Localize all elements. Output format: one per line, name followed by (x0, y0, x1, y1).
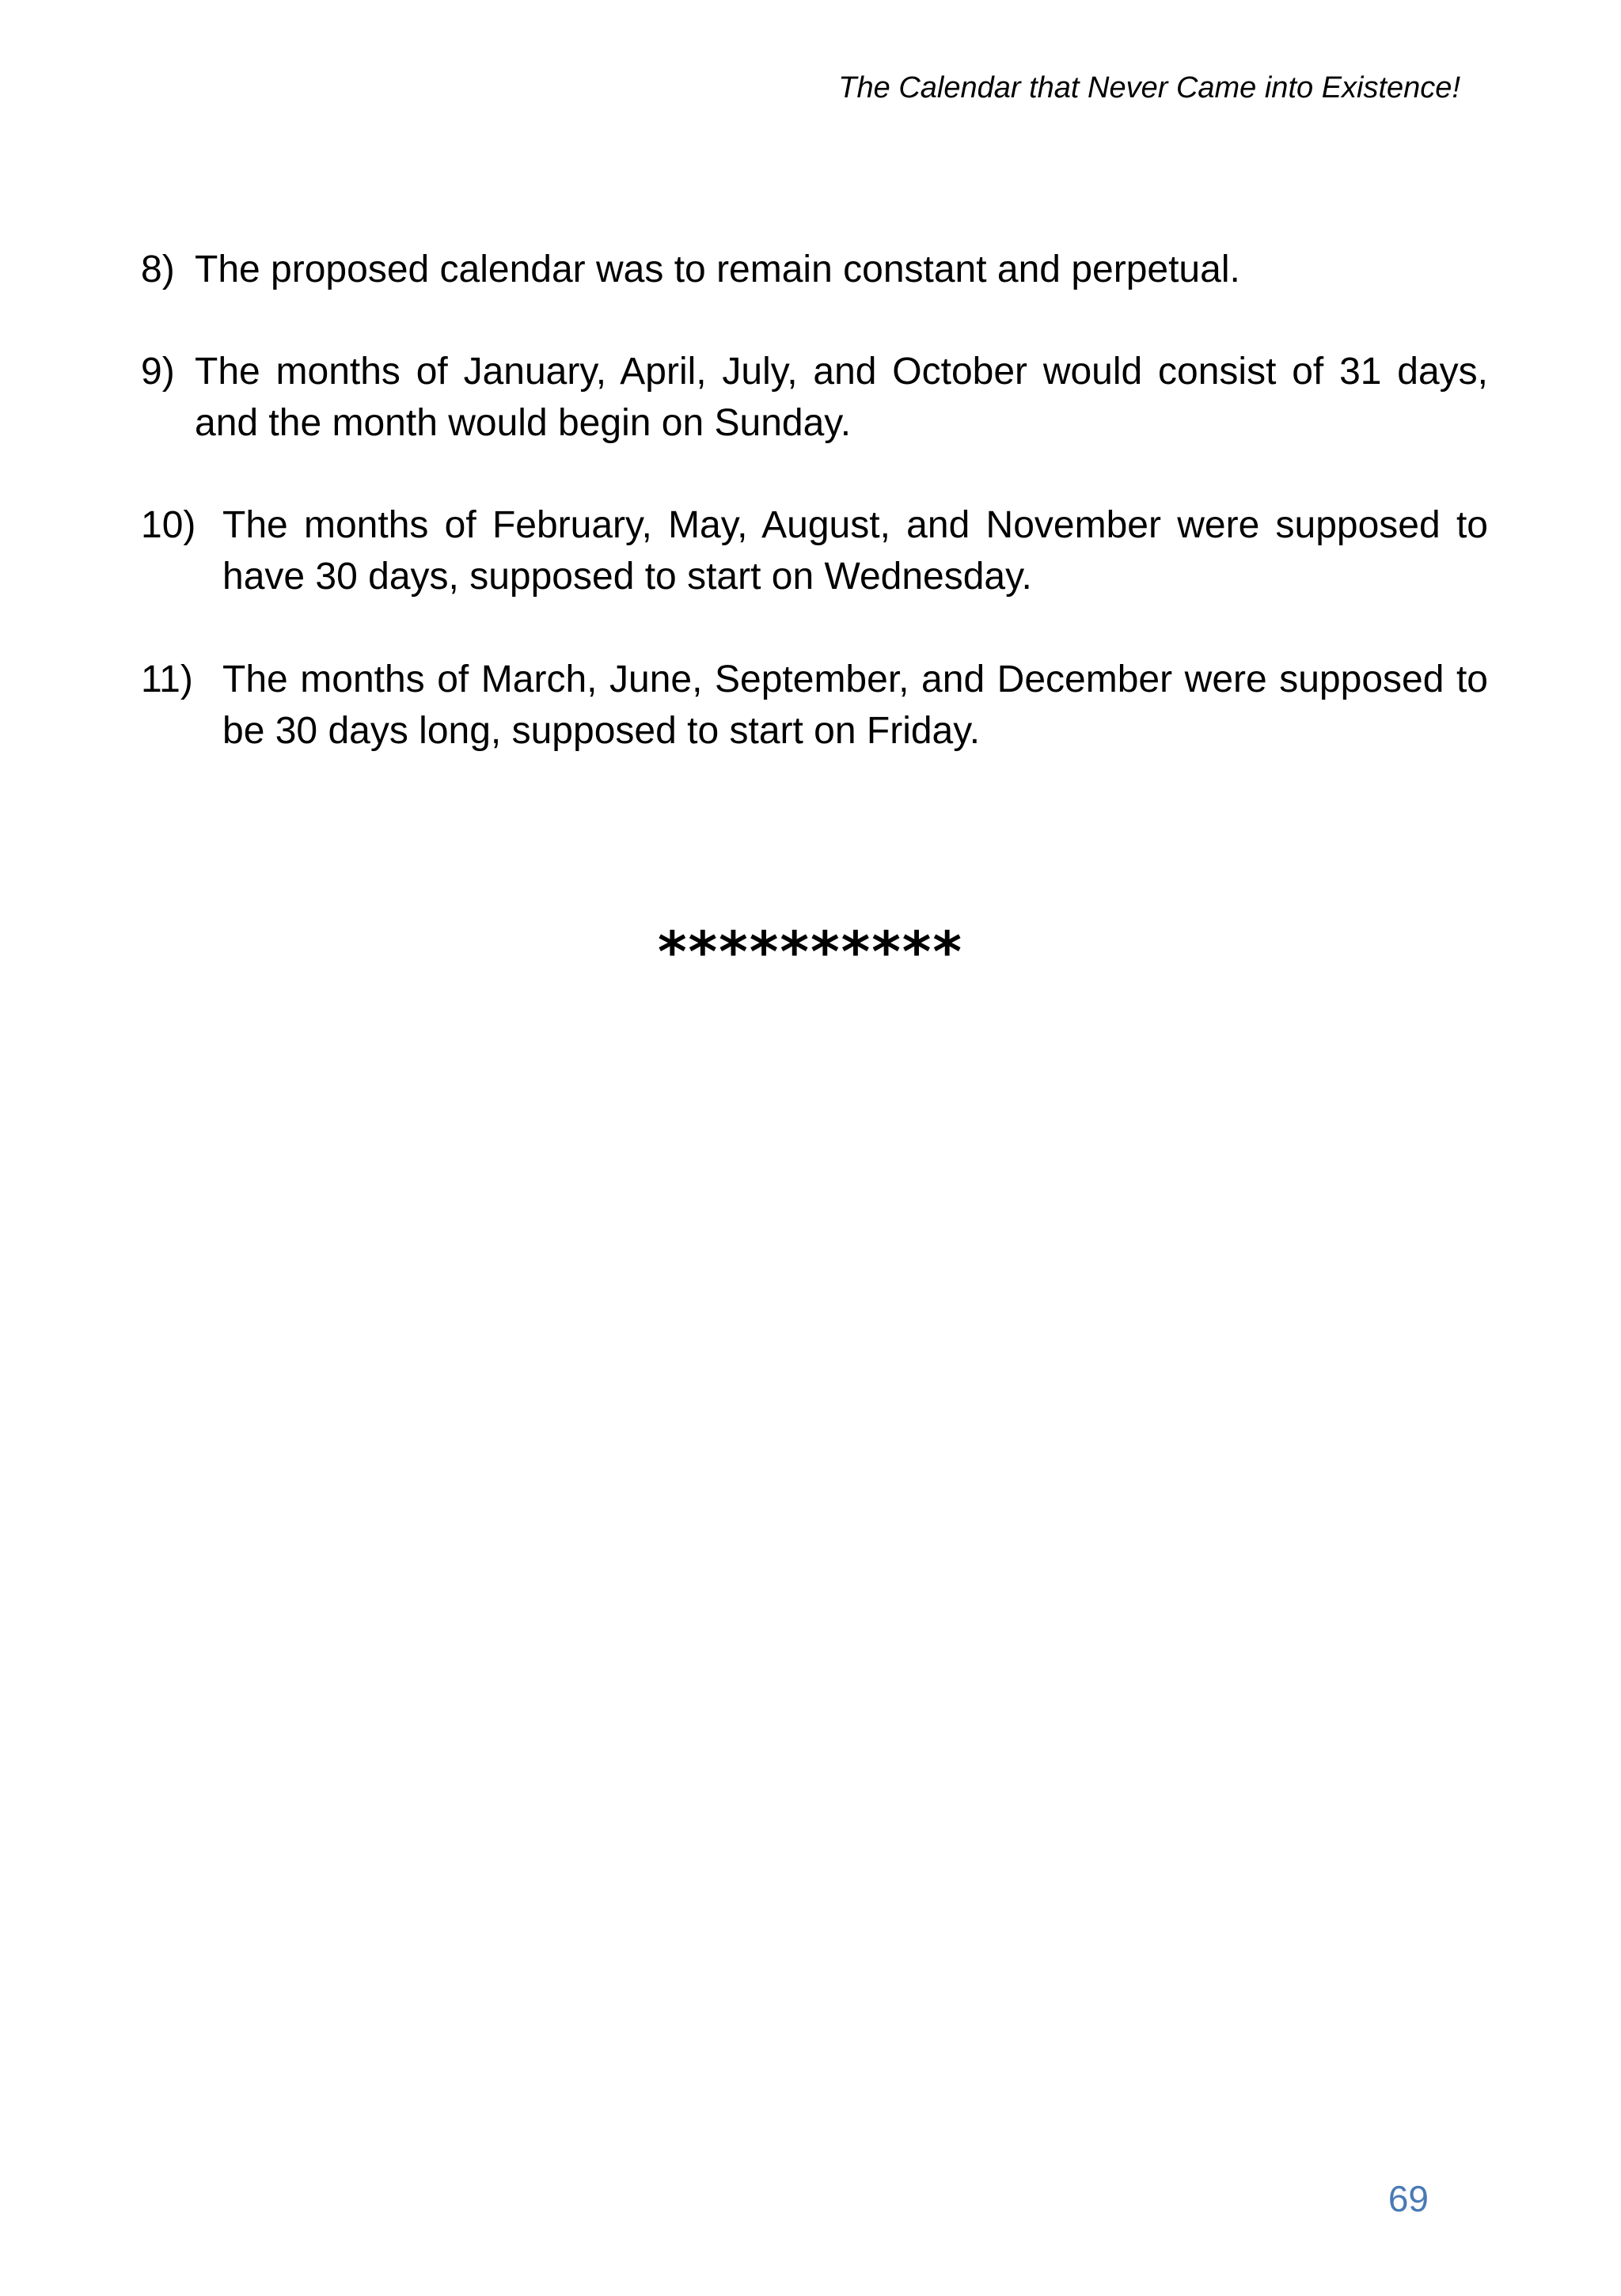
list-item-8 (141, 244, 1488, 295)
page-number: 69 (1388, 2178, 1429, 2219)
list-item-number: 11) (141, 658, 193, 700)
list-item-9 (141, 346, 1488, 449)
list-item-number: 9) (141, 351, 175, 393)
list-item-text: The months of March, June, September, and December were supposed to be 30 days long, supposed to start on Friday. (222, 658, 1488, 752)
running-header-title: The Calendar that Never Came into Existence! (838, 71, 1460, 104)
list-item-number: 8) (141, 249, 175, 290)
list-item-10 (141, 499, 1488, 602)
list-item-text: The months of January, April, July, and October would consist of 31 days, and the month would begin on Sunday. (195, 351, 1488, 444)
section-divider: ********** (657, 920, 964, 985)
list-item-number: 10) (141, 504, 196, 546)
list-item-text: The months of February, May, August, and November were supposed to have 30 days, supposed to start on Wednesday. (222, 504, 1488, 598)
list-item-text: The proposed calendar was to remain constant and perpetual. (195, 249, 1240, 290)
list-item-11 (141, 654, 1488, 757)
